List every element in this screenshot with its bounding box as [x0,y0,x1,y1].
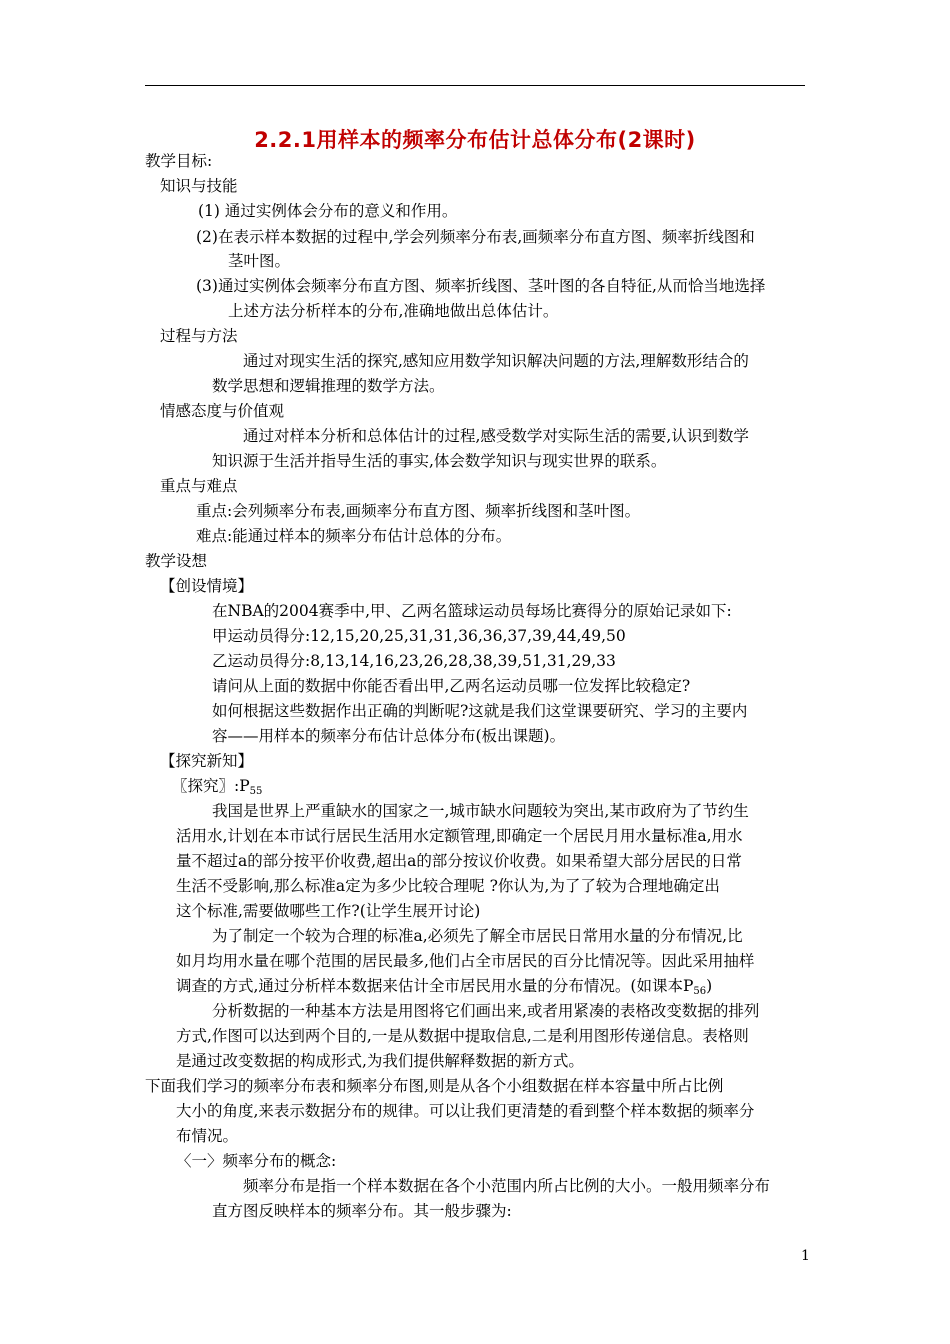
header-rule [145,85,805,86]
section-scenario: 【创设情境】 [160,577,254,595]
key-point: 重点:会列频率分布表,画频率分布直方图、频率折线图和茎叶图。 [196,502,641,520]
heading-key-points: 重点与难点 [160,477,238,495]
standard-para-line3: 调查的方式,通过分析样本数据来估计全市居民用水量的分布情况。(如课本$P_{56}$) [176,977,713,997]
explore-label: 〖探究〗$:P_{55}$ [172,777,263,797]
standard-para-line2: 如月均用水量在哪个范围的居民最多,他们占全市居民的百分比情况等。因此采用抽样 [176,952,755,970]
skill-1: (1) 通过实例体会分布的意义和作用。 [198,202,458,220]
standard-para-line1: 为了制定一个较为合理的标准a,必须先了解全市居民日常用水量的分布情况,比 [212,927,743,945]
skill-3-line2: 上述方法分析样本的分布,准确地做出总体估计。 [228,302,559,320]
frequency-def-line1: 频率分布是指一个样本数据在各个小范围内所占比例的大小。一般用频率分布 [243,1177,771,1195]
heading-skills: 知识与技能 [160,177,238,195]
section-explore: 【探究新知】 [160,752,254,770]
heading-process: 过程与方法 [160,327,238,345]
scenario-line5: 如何根据这些数据作出正确的判断呢?这就是我们这堂课要研究、学习的主要内 [212,702,748,720]
frequency-def-line2: 直方图反映样本的频率分布。其一般步骤为: [212,1202,512,1220]
water-para-line5: 这个标准,需要做哪些工作?(让学生展开讨论) [176,902,481,920]
intro-para-line1: 下面我们学习的频率分布表和频率分布图,则是从各个小组数据在样本容量中所占比例 [145,1077,724,1095]
process-line1: 通过对现实生活的探究,感知应用数学知识解决问题的方法,理解数形结合的 [243,352,749,370]
water-para-line2: 活用水,计划在本市试行居民生活用水定额管理,即确定一个居民月用水量标准a,用水 [176,827,743,845]
heading-emotion: 情感态度与价值观 [160,402,285,420]
analysis-para-line3: 是通过改变数据的构成形式,为我们提供解释数据的新方式。 [176,1052,584,1070]
intro-para-line3: 布情况。 [176,1127,239,1145]
subsection-frequency-concept: 〈一〉频率分布的概念: [176,1152,337,1170]
emotion-line1: 通过对样本分析和总体估计的过程,感受数学对实际生活的需要,认识到数学 [243,427,749,445]
intro-para-line2: 大小的角度,来表示数据分布的规律。可以让我们更清楚的看到整个样本数据的频率分 [176,1102,755,1120]
water-para-line3: 量不超过a的部分按平价收费,超出a的部分按议价收费。如果希望大部分居民的日常 [176,852,742,870]
analysis-para-line2: 方式,作图可以达到两个目的,一是从数据中提取信息,二是利用图形传递信息。表格则 [176,1027,749,1045]
scenario-question: 请问从上面的数据中你能否看出甲,乙两名运动员哪一位发挥比较稳定? [212,677,691,695]
scenario-line6: 容——用样本的频率分布估计总体分布(板出课题)。 [212,727,566,745]
skill-2-line2: 茎叶图。 [228,252,291,270]
analysis-para-line1: 分析数据的一种基本方法是用图将它们画出来,或者用紧凑的表格改变数据的排列 [212,1002,760,1020]
water-para-line4: 生活不受影响,那么标准a定为多少比较合理呢 ?你认为,为了了较为合理地确定出 [176,877,720,895]
scores-player-b: 乙运动员得分:8,13,14,16,23,26,28,38,39,51,31,29,33 [212,652,616,670]
scenario-line1: 在NBA的2004赛季中,甲、乙两名篮球运动员每场比赛得分的原始记录如下: [212,602,732,620]
process-line2: 数学思想和逻辑推理的数学方法。 [212,377,445,395]
difficult-point: 难点:能通过样本的频率分布估计总体的分布。 [196,527,512,545]
page-number: 1 [801,1248,810,1264]
scores-player-a: 甲运动员得分:12,15,20,25,31,31,36,36,37,39,44,49,50 [212,627,626,645]
emotion-line2: 知识源于生活并指导生活的事实,体会数学知识与现实世界的联系。 [212,452,667,470]
heading-objectives: 教学目标: [145,152,213,170]
skill-3-line1: (3)通过实例体会频率分布直方图、频率折线图、茎叶图的各自特征,从而恰当地选择 [196,277,766,295]
water-para-line1: 我国是世界上严重缺水的国家之一,城市缺水问题较为突出,某市政府为了节约生 [212,802,749,820]
skill-2-line1: (2)在表示样本数据的过程中,学会列频率分布表,画频率分布直方图、频率折线图和 [196,228,755,246]
heading-design: 教学设想 [145,552,208,570]
page-title: 2.2.1用样本的频率分布估计总体分布(2课时) [254,128,696,152]
